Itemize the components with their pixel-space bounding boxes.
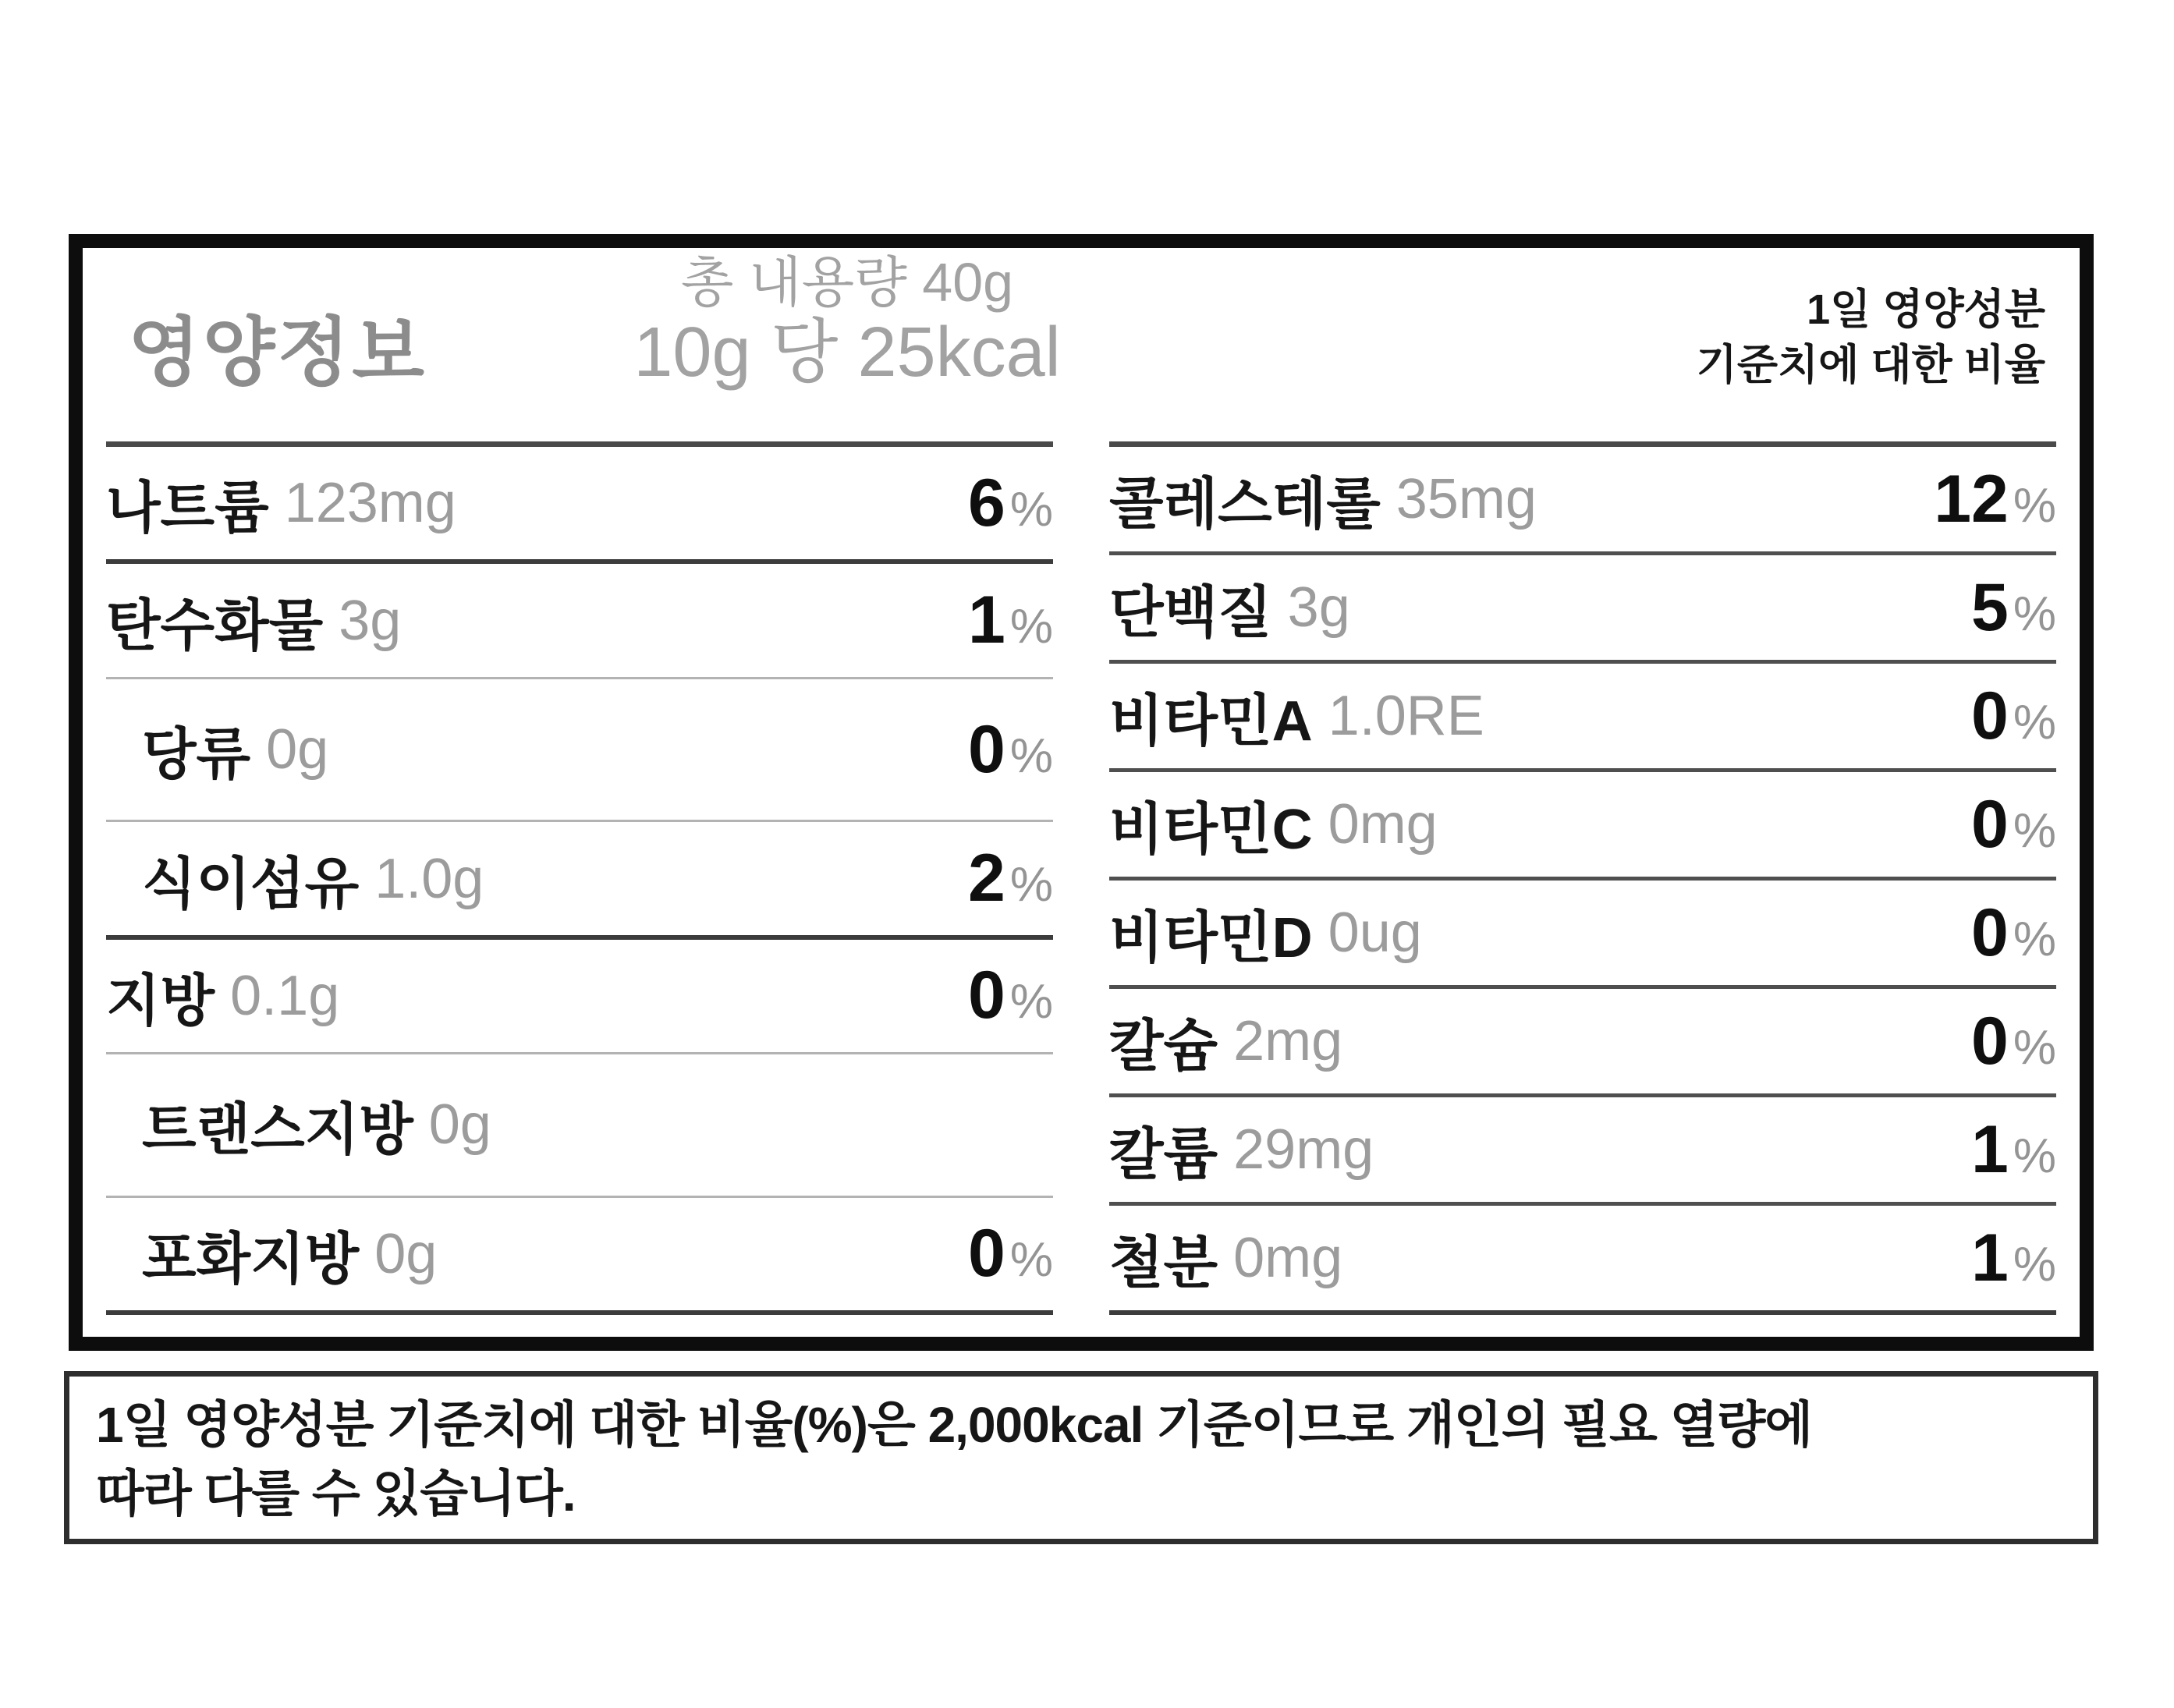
percent-number: 0 <box>1971 1003 2009 1079</box>
percent-daily-value <box>1971 569 2056 647</box>
daily-value-header <box>1697 282 2045 394</box>
nutrient-amount: 0g <box>374 1222 438 1285</box>
percent-sign: % <box>2013 586 2056 641</box>
nutrient-row <box>1109 989 2056 1097</box>
nutrient-name: 단백질 <box>1109 582 1272 644</box>
percent-sign: % <box>1009 1233 1053 1288</box>
nutrient-name: 칼륨 <box>1109 1124 1218 1186</box>
percent-daily-value <box>968 1215 1053 1292</box>
percent-number: 2 <box>968 841 1005 916</box>
nutrient-row <box>106 1054 1053 1198</box>
left-column <box>106 441 1053 1315</box>
percent-daily-value <box>1971 1003 2056 1080</box>
nutrient-amount: 0.1g <box>230 964 340 1027</box>
footnote-box <box>64 1371 2098 1544</box>
nutrient-columns <box>106 441 2056 1315</box>
total-content: 총 내용량 40g <box>680 252 1014 313</box>
nutrition-label-box <box>69 234 2094 1351</box>
percent-number: 1 <box>1971 1220 2009 1295</box>
nutrient-amount: 3g <box>339 589 402 652</box>
percent-sign: % <box>2013 912 2056 966</box>
percent-daily-value <box>968 711 1053 788</box>
nutrient-row <box>106 447 1053 564</box>
serving-info <box>496 253 1198 394</box>
percent-sign: % <box>2013 478 2056 533</box>
nutrient-name: 비타민D <box>1109 907 1313 969</box>
nutrient-row <box>106 822 1053 939</box>
nutrient-row <box>1109 772 2056 881</box>
nutrient-amount: 1.0g <box>374 847 484 910</box>
percent-number: 12 <box>1934 461 2009 537</box>
percent-number: 1 <box>1971 1111 2009 1187</box>
footnote-line2: 따라 다를 수 있습니다. <box>96 1465 576 1522</box>
label-header <box>106 248 2056 441</box>
nutrient-name: 탄수화물 <box>106 594 324 657</box>
percent-daily-value <box>968 582 1053 659</box>
percent-daily-value <box>1934 461 2056 538</box>
percent-daily-value <box>1971 1111 2056 1189</box>
nutrient-amount: 0g <box>266 718 329 781</box>
right-column <box>1109 441 2056 1315</box>
percent-number: 0 <box>1971 786 2009 862</box>
nutrient-name: 비타민C <box>1109 799 1313 861</box>
percent-daily-value <box>1971 678 2056 755</box>
percent-sign: % <box>2013 695 2056 749</box>
percent-daily-value <box>968 957 1053 1034</box>
nutrient-row <box>1109 1206 2056 1315</box>
percent-number: 0 <box>1971 895 2009 970</box>
daily-value-header-line2: 기준치에 대한 비율 <box>1696 342 2045 389</box>
daily-value-header-line1: 1일 영양성분 <box>1807 286 2045 333</box>
percent-daily-value <box>1971 786 2056 863</box>
nutrient-name: 식이섬유 <box>142 852 360 916</box>
percent-number: 5 <box>1971 569 2009 645</box>
nutrient-name: 트랜스지방 <box>142 1099 413 1162</box>
nutrient-row <box>1109 555 2056 664</box>
percent-daily-value <box>1971 895 2056 972</box>
nutrient-row <box>1109 1097 2056 1206</box>
nutrient-amount: 0mg <box>1233 1227 1343 1289</box>
nutrient-row <box>106 1198 1053 1315</box>
nutrient-name: 칼슘 <box>1109 1015 1218 1078</box>
nutrient-row <box>1109 664 2056 772</box>
percent-number: 0 <box>968 958 1005 1033</box>
nutrient-amount: 0ug <box>1328 902 1422 964</box>
nutrient-row <box>106 564 1053 679</box>
percent-sign: % <box>1009 482 1053 537</box>
percent-sign: % <box>2013 1129 2056 1183</box>
nutrient-name: 포화지방 <box>142 1228 360 1291</box>
nutrient-amount: 0g <box>428 1093 491 1157</box>
nutrient-amount: 3g <box>1287 576 1350 639</box>
nutrient-row <box>106 940 1053 1054</box>
percent-number: 0 <box>968 1216 1005 1292</box>
nutrient-name: 당류 <box>142 724 251 787</box>
percent-sign: % <box>1009 858 1053 912</box>
nutrient-amount: 35mg <box>1396 468 1537 530</box>
nutrient-amount: 1.0RE <box>1328 685 1484 747</box>
nutrient-amount: 123mg <box>284 472 456 535</box>
nutrient-name: 비타민A <box>1109 690 1313 753</box>
nutrient-row <box>1109 881 2056 989</box>
percent-daily-value <box>1971 1220 2056 1297</box>
percent-daily-value <box>968 840 1053 917</box>
nutrient-name: 콜레스테롤 <box>1109 473 1381 536</box>
footnote-line1: 1일 영양성분 기준치에 대한 비율(%)은 2,000kcal 기준이므로 개인의 필요 열량에 <box>96 1397 1813 1453</box>
percent-number: 1 <box>968 583 1005 658</box>
nutrient-row <box>106 679 1053 823</box>
nutrient-amount: 0mg <box>1328 793 1438 856</box>
percent-number: 6 <box>968 465 1005 540</box>
percent-sign: % <box>1009 600 1053 654</box>
percent-sign: % <box>2013 803 2056 858</box>
percent-number: 0 <box>1971 678 2009 753</box>
percent-sign: % <box>1009 975 1053 1029</box>
nutrient-amount: 29mg <box>1233 1118 1374 1181</box>
percent-sign: % <box>2013 1237 2056 1292</box>
nutrient-row <box>1109 447 2056 555</box>
percent-number: 0 <box>968 711 1005 787</box>
percent-daily-value <box>968 465 1053 542</box>
nutrient-name: 철분 <box>1109 1232 1218 1295</box>
percent-sign: % <box>1009 728 1053 783</box>
percent-sign: % <box>2013 1020 2056 1075</box>
nutrient-amount: 2mg <box>1233 1010 1343 1072</box>
label-title: 영양정보 <box>128 311 427 395</box>
calories-per-serving: 10g 당 25kcal <box>633 314 1061 392</box>
nutrient-name: 지방 <box>106 969 215 1033</box>
nutrient-name: 나트륨 <box>106 477 269 540</box>
